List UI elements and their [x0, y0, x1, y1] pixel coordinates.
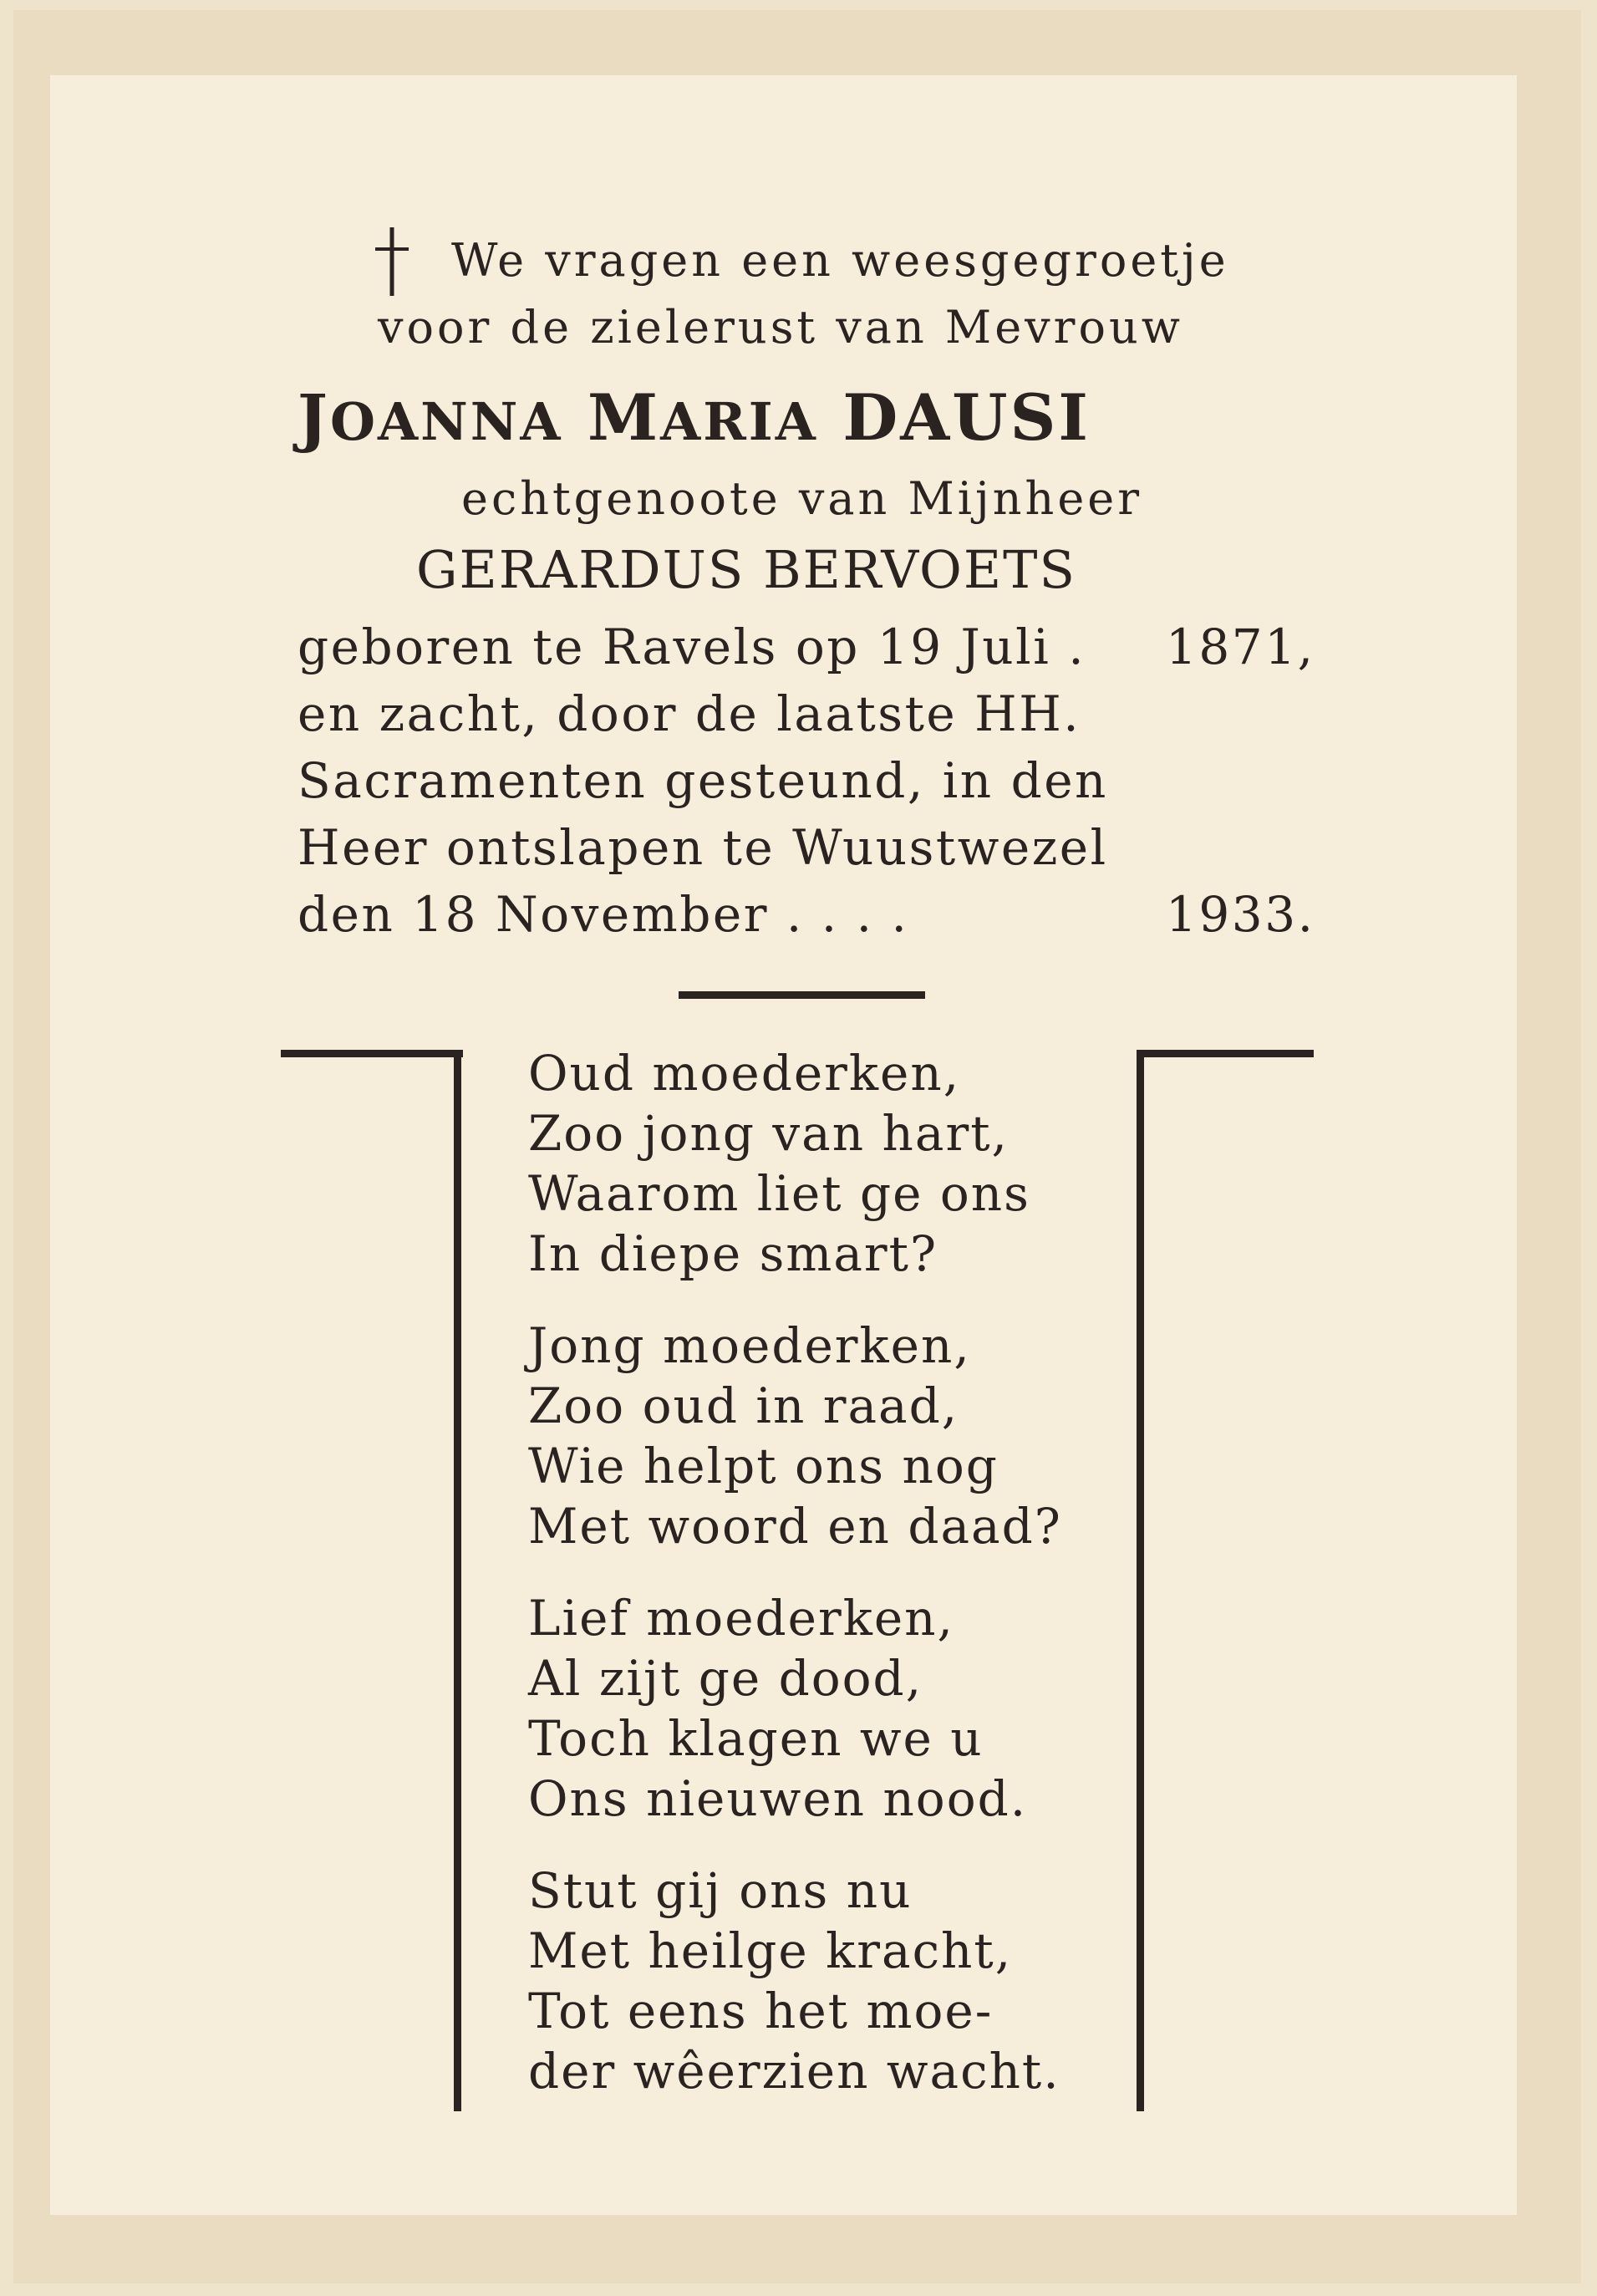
poem-line: Oud moederken, — [528, 1045, 961, 1102]
birth-year: 1871, — [1166, 619, 1315, 675]
name-middle-initial: M — [587, 380, 661, 455]
left-bracket-top — [281, 1050, 463, 1057]
right-bracket-top — [1137, 1050, 1314, 1057]
details-line-3: Sacramenten gesteund, in den — [298, 752, 1108, 809]
death-line: den 18 November . . . . — [298, 886, 909, 943]
poem-line: Zoo oud in raad, — [528, 1377, 959, 1434]
spouse-relation: echtgenoote van Mijnheer — [461, 472, 1143, 525]
intro-line-2: voor de zielerust van Mevrouw — [378, 301, 1183, 354]
spouse-name: GERARDUS BERVOETS — [416, 539, 1076, 600]
cross-icon — [372, 224, 412, 298]
name-surname: DAUSI — [842, 380, 1091, 455]
poem-line: Zoo jong van hart, — [528, 1105, 1009, 1162]
name-first-initial: J — [298, 380, 330, 455]
poem-line: Jong moederken, — [528, 1317, 971, 1374]
poem-line: Met woord en daad? — [528, 1498, 1062, 1555]
poem-line: Met heilge kracht, — [528, 1922, 1013, 1979]
poem-line: Toch klagen we u — [528, 1710, 984, 1767]
poem-stanza-3 — [528, 1588, 1027, 1829]
poem-stanza-1 — [528, 1043, 1030, 1284]
details-line-2: en zacht, door de laatste HH. — [298, 685, 1081, 742]
poem-line: Lief moederken, — [528, 1590, 954, 1647]
poem-line: Wie helpt ons nog — [528, 1438, 999, 1494]
details-line-4: Heer ontslapen te Wuustwezel — [298, 819, 1108, 876]
poem-line: Al zijt ge dood, — [528, 1650, 923, 1707]
right-bracket-side — [1137, 1050, 1144, 2111]
divider-rule — [679, 991, 925, 999]
poem-line: Tot eens het moe- — [528, 1983, 994, 2039]
poem-stanza-2 — [528, 1316, 1062, 1556]
intro-line-1: We vragen een weesgegroetje — [451, 234, 1229, 287]
poem-stanza-4 — [528, 1861, 1060, 2101]
poem-line: Waarom liet ge ons — [528, 1165, 1030, 1222]
poem-line: der wêerzien wacht. — [528, 2043, 1060, 2100]
name-middle-rest: ARIA — [660, 391, 818, 452]
deceased-name — [298, 380, 1091, 455]
death-year: 1933. — [1166, 886, 1315, 943]
name-first-rest: OANNA — [329, 391, 563, 452]
birth-line: geboren te Ravels op 19 Juli . — [298, 619, 1086, 675]
poem-line: In diepe smart? — [528, 1225, 938, 1282]
left-bracket-side — [454, 1050, 461, 2111]
poem-line: Stut gij ons nu — [528, 1862, 913, 1919]
poem-line: Ons nieuwen nood. — [528, 1770, 1028, 1827]
